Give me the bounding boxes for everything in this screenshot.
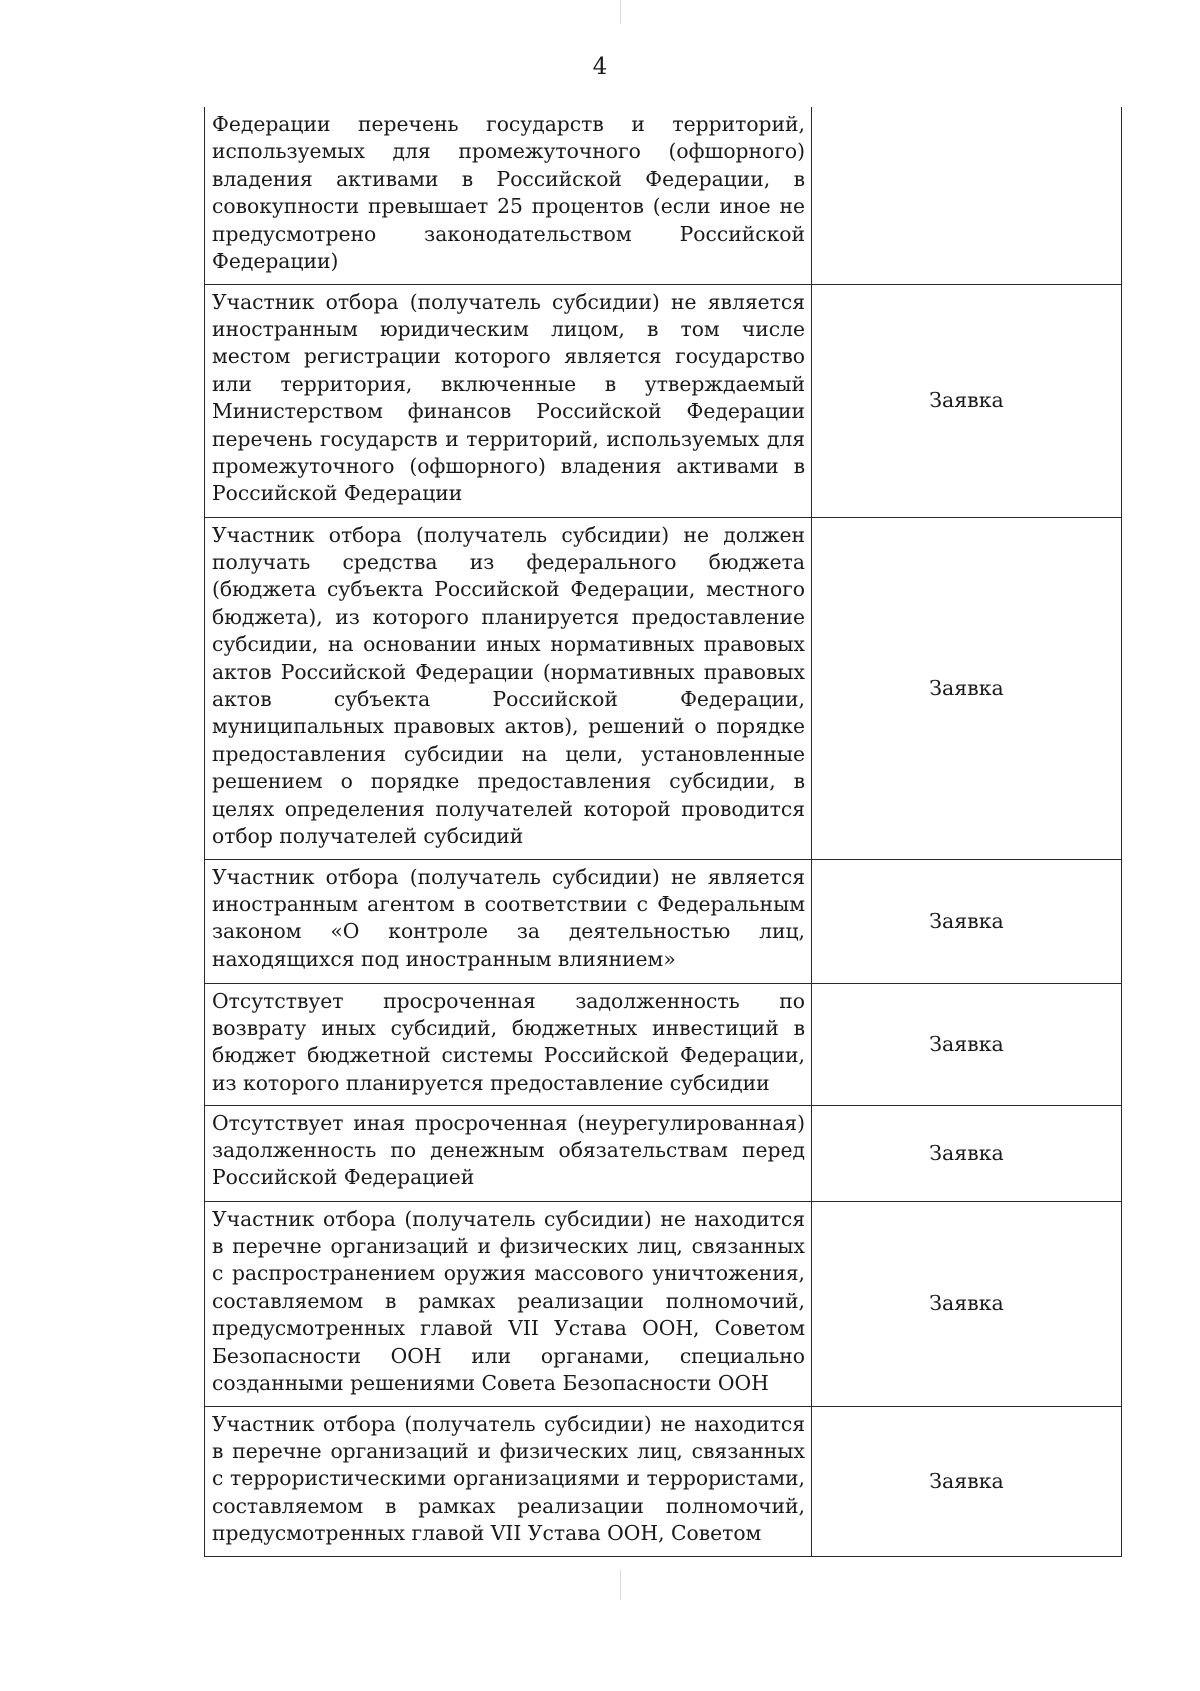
condition-cell: Участник отбора (получатель субсидии) не является иностранным юридическим лицом, в том числе местом регистрации которого является государство или территория, включенные в утверждаемый Министерством финансов Российской Федерации перечень государств и территорий, используемых для промежуточного (офшорного) владения активами в Российской Федерации [205,284,812,517]
document-cell: Заявка [812,1201,1122,1406]
document-cell: Заявка [812,1406,1122,1556]
page-number: 4 [592,54,608,80]
table-row [205,107,1122,284]
condition-cell: Участник отбора (получатель субсидии) не находится в перечне организаций и физических лиц, связанных с распространением оружия массового уничтожения, составляемом в рамках реализации полномочий, предусмотренных главой VII Устава ООН, Советом Безопасности ООН или органами, специально созданными решениями Совета Безопасности ООН [205,1201,812,1406]
document-cell [812,107,1122,284]
table-row [205,1201,1122,1406]
document-cell: Заявка [812,859,1122,983]
table-row [205,1406,1122,1556]
document-cell: Заявка [812,983,1122,1105]
condition-cell: Отсутствует просроченная задолженность по возврату иных субсидий, бюджетных инвестиций в бюджет бюджетной системы Российской Федерации, из которого планируется предоставление субсидии [205,983,812,1105]
condition-cell: Отсутствует иная просроченная (неурегулированная) задолженность по денежным обязательствам перед Российской Федерацией [205,1105,812,1201]
condition-cell: Участник отбора (получатель субсидии) не находится в перечне организаций и физических лиц, связанных с террористическими организациями и террористами, составляемом в рамках реализации полномочий, предусмотренных главой VII Устава ООН, Советом [205,1406,812,1556]
condition-cell: Участник отбора (получатель субсидии) не является иностранным агентом в соответствии с Федеральным законом «О контроле за деятельностью лиц, находящихся под иностранным влиянием» [205,859,812,983]
document-cell: Заявка [812,1105,1122,1201]
document-cell: Заявка [812,284,1122,517]
scan-artifact-bottom [620,1570,621,1600]
requirements-table [204,107,1122,1557]
table-row [205,517,1122,859]
table-row [205,859,1122,983]
scan-artifact-top [620,0,621,24]
condition-cell: Федерации перечень государств и территорий, используемых для промежуточного (офшорного) владения активами в Российской Федерации, в совокупности превышает 25 процентов (если иное не предусмотрено законодательством Российской Федерации) [205,107,812,284]
condition-cell: Участник отбора (получатель субсидии) не должен получать средства из федерального бюджета (бюджета субъекта Российской Федерации, местного бюджета), из которого планируется предоставление субсидии, на основании иных нормативных правовых актов Российской Федерации (нормативных правовых актов субъекта Российской Федерации, муниципальных правовых актов), решений о порядке предоставления субсидии на цели, установленные решением о порядке предоставления субсидии, в целях определения получателей которой проводится отбор получателей субсидий [205,517,812,859]
table-row [205,284,1122,517]
table-row [205,1105,1122,1201]
table-row [205,983,1122,1105]
document-cell: Заявка [812,517,1122,859]
